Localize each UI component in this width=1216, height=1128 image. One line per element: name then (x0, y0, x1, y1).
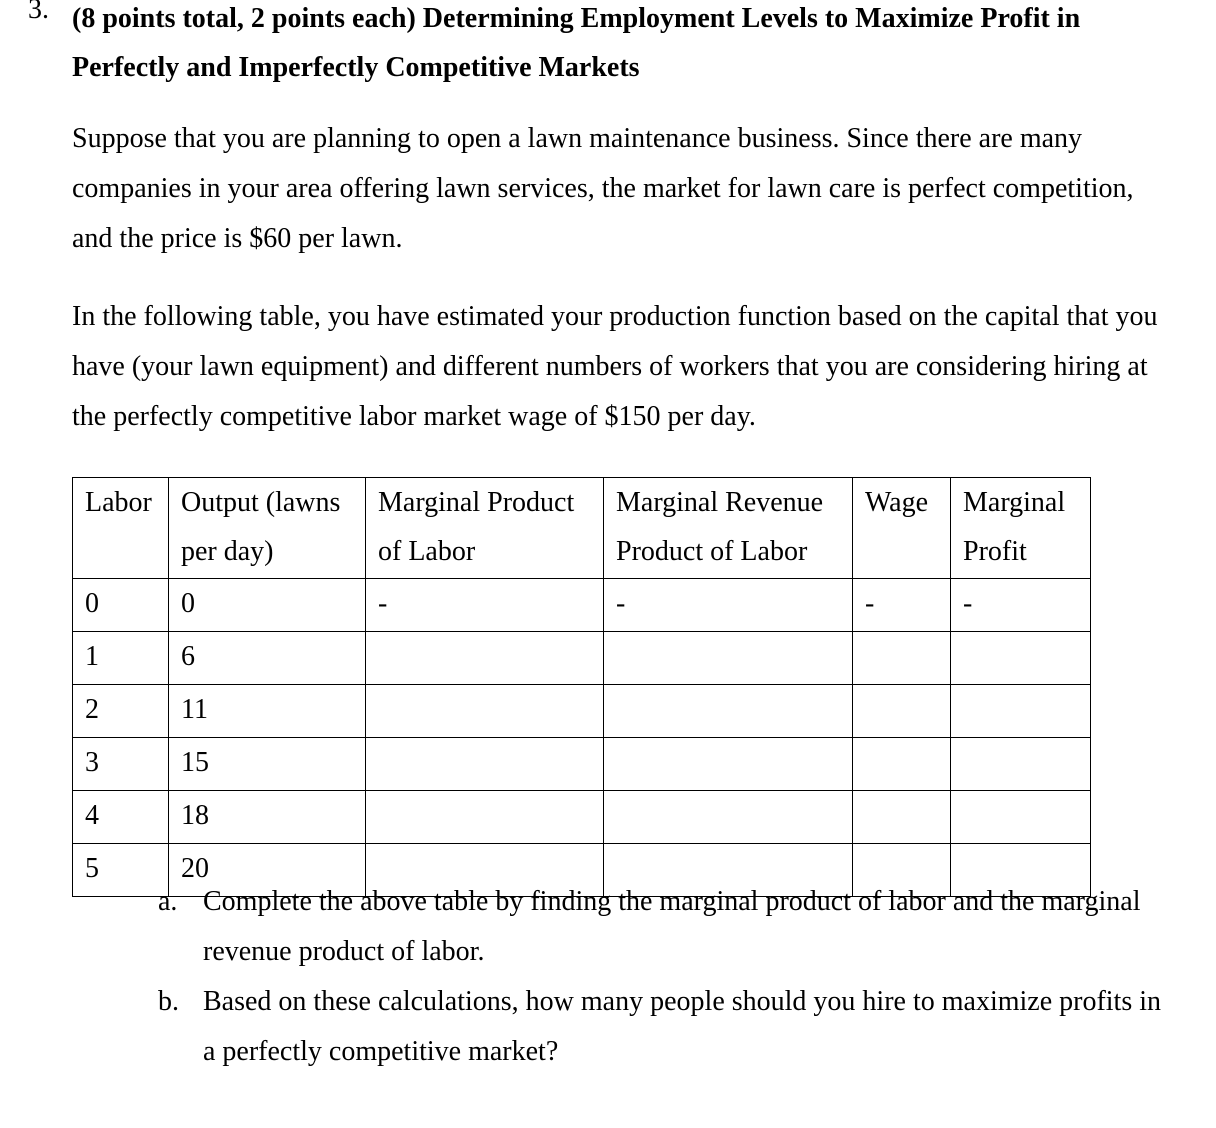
cell-wage: - (853, 579, 951, 632)
subquestion-letter: a. (158, 886, 178, 917)
intro-paragraph: Suppose that you are planning to open a lawn maintenance business. Since there are many companies in your area offering lawn services, the market for lawn care is perfect competition, and the price is $60 per lawn. (72, 123, 1134, 254)
header-marginal-product: Marginal Product of Labor (366, 478, 604, 579)
cell-labor: 4 (73, 791, 169, 844)
table-row (73, 685, 1091, 738)
cell-wage[interactable] (853, 632, 951, 685)
cell-marginal-revenue-product: - (604, 579, 853, 632)
cell-marginal-revenue-product[interactable] (604, 685, 853, 738)
cell-wage[interactable] (853, 791, 951, 844)
cell-labor: 1 (73, 632, 169, 685)
cell-labor: 3 (73, 738, 169, 791)
cell-marginal-revenue-product[interactable] (604, 791, 853, 844)
subquestion-text: Based on these calculations, how many people should you hire to maximize profits in a perfectly competitive market? (203, 986, 1162, 1067)
cell-wage[interactable] (853, 685, 951, 738)
cell-marginal-product: - (366, 579, 604, 632)
cell-labor: 0 (73, 579, 169, 632)
header-marginal-profit: Marginal Profit (951, 478, 1091, 579)
cell-marginal-profit[interactable] (951, 738, 1091, 791)
cell-marginal-revenue-product[interactable] (604, 738, 853, 791)
header-wage: Wage (853, 478, 951, 579)
cell-output: 20 (169, 844, 366, 897)
subquestion-b (158, 977, 1168, 1077)
cell-marginal-revenue-product[interactable] (604, 632, 853, 685)
subquestion-list (158, 877, 1168, 1077)
cell-labor: 5 (73, 844, 169, 897)
cell-output: 6 (169, 632, 366, 685)
cell-marginal-product[interactable] (366, 791, 604, 844)
cell-output: 18 (169, 791, 366, 844)
header-marginal-revenue-product: Marginal Revenue Product of Labor (604, 478, 853, 579)
header-labor: Labor (73, 478, 169, 579)
table-row (73, 738, 1091, 791)
cell-marginal-product[interactable] (366, 738, 604, 791)
question-heading: (8 points total, 2 points each) Determining Employment Levels to Maximize Profit in Perfectly and Imperfectly Competitive Markets (72, 3, 1081, 83)
production-table (72, 477, 1091, 897)
cell-labor: 2 (73, 685, 169, 738)
table-intro-paragraph: In the following table, you have estimated your production function based on the capital that you have (your lawn equipment) and different numbers of workers that you are considering hiring at the perfectly competitive labor market wage of $150 per day. (72, 301, 1158, 432)
table-row (73, 791, 1091, 844)
table-row (73, 632, 1091, 685)
cell-marginal-profit[interactable] (951, 685, 1091, 738)
table-header-row (73, 478, 1091, 579)
cell-marginal-profit[interactable] (951, 791, 1091, 844)
subquestion-text: Complete the above table by finding the marginal product of labor and the marginal revenue product of labor. (203, 886, 1141, 967)
cell-output: 15 (169, 738, 366, 791)
cell-output: 11 (169, 685, 366, 738)
cell-marginal-profit: - (951, 579, 1091, 632)
cell-marginal-profit[interactable] (951, 632, 1091, 685)
subquestion-a (158, 877, 1168, 977)
header-output: Output (lawns per day) (169, 478, 366, 579)
cell-marginal-product[interactable] (366, 632, 604, 685)
question-number: 3. (28, 0, 49, 25)
cell-marginal-product[interactable] (366, 685, 604, 738)
cell-output: 0 (169, 579, 366, 632)
table-row (73, 579, 1091, 632)
subquestion-letter: b. (158, 986, 179, 1017)
cell-wage[interactable] (853, 738, 951, 791)
